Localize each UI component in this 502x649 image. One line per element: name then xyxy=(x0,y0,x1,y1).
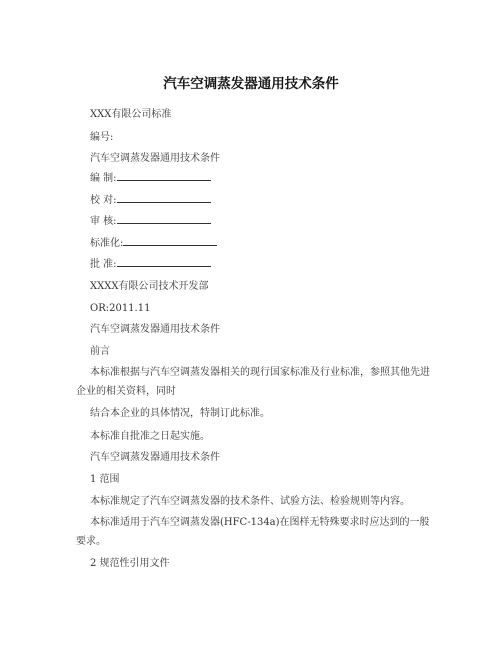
signature-blank xyxy=(117,215,211,224)
section-1-heading: 1 范围 xyxy=(90,474,120,485)
scope-paragraph: 本标准规定了汽车空调蒸发器的技术条件、试验方法、检验规则等内容。 xyxy=(90,496,410,507)
sign-field-standardization xyxy=(90,237,217,251)
applicability-paragraph: 本标准适用于汽车空调蒸发器(HFC-134a)在图样无特殊要求时应达到的一般要求。 xyxy=(76,517,430,547)
signature-blank xyxy=(117,194,211,203)
sign-field-label: 校 对: xyxy=(90,195,117,206)
sign-field-label: 标准化: xyxy=(90,238,124,249)
issuer-line: XXXX有限公司技术开发部 xyxy=(90,281,209,292)
sign-field-label: 编 制: xyxy=(90,173,117,184)
sign-field-label: 审 核: xyxy=(90,216,117,227)
effective-date-line: 本标准自批准之日起实施。 xyxy=(90,431,210,442)
company-standard-line: XXX有限公司标准 xyxy=(90,109,172,120)
signature-blank xyxy=(117,258,211,267)
foreword-heading: 前言 xyxy=(90,346,110,357)
sign-field-compile xyxy=(90,172,211,186)
sign-field-approve xyxy=(90,258,211,272)
title-repeat-line-2: 汽车空调蒸发器通用技术条件 xyxy=(90,452,220,463)
sign-field-proofread xyxy=(90,194,211,208)
document-title: 汽车空调蒸发器通用技术条件 xyxy=(163,76,339,92)
standard-name-line: 汽车空调蒸发器通用技术条件 xyxy=(90,153,220,164)
foreword-paragraph-continued: 结合本企业的具体情况，特制订此标准。 xyxy=(90,408,270,419)
signature-blank xyxy=(117,172,211,181)
sign-field-review xyxy=(90,215,211,229)
foreword-paragraph: 本标准根据与汽车空调蒸发器相关的现行国家标准及行业标准，参照其他先进企业的相关资料，同时 xyxy=(76,367,430,397)
title-repeat-line: 汽车空调蒸发器通用技术条件 xyxy=(90,324,220,335)
sign-field-label: 批 准: xyxy=(90,259,117,270)
section-2-heading: 2 规范性引用文件 xyxy=(90,558,170,569)
number-line: 编号: xyxy=(90,132,114,143)
date-line: OR:2011.11 xyxy=(90,303,151,314)
signature-blank xyxy=(123,237,217,246)
